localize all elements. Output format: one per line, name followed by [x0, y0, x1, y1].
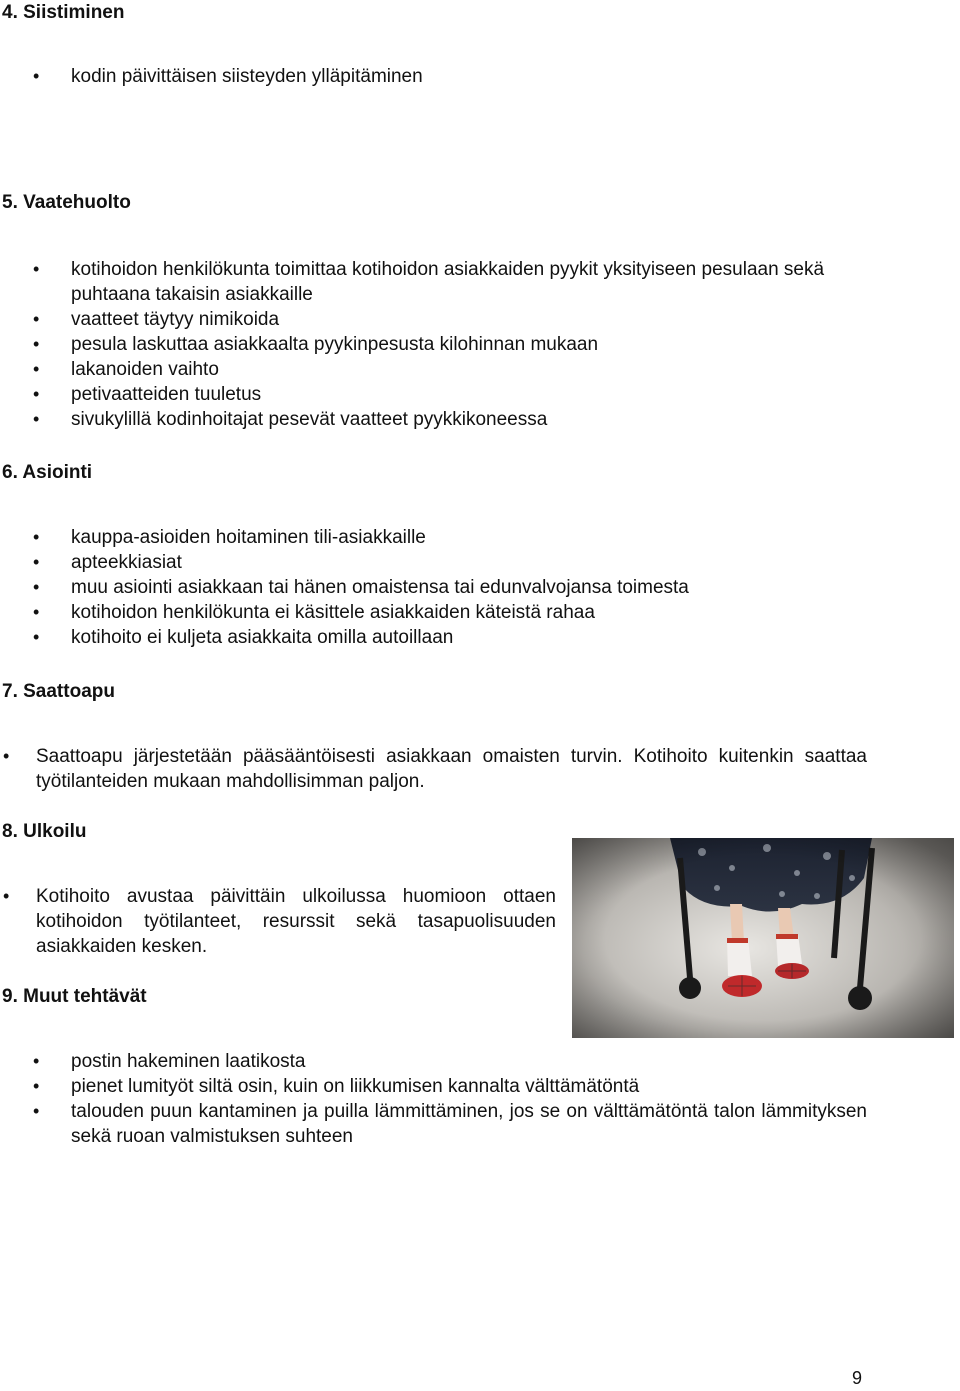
list-item: • talouden puun kantaminen ja puilla lämmittäminen, jos se on välttämätöntä talon lämmityksen sekä ruoan valmistuksen suhteen — [33, 1101, 867, 1147]
page-number: 9 — [852, 1368, 863, 1388]
photo-vignette — [572, 838, 954, 1038]
section-heading-asiointi: 6. Asiointi — [2, 462, 93, 483]
list-item: • Saattoapu järjestetään pääsääntöisesti asiakkaan omaisten turvin. Kotihoito kuitenkin saattaa työtilanteiden mukaan mahdollisimman paljon. — [3, 746, 867, 792]
list-item: • apteekkiasiat — [33, 552, 182, 573]
bullet-icon: • — [3, 746, 10, 766]
bullet-icon: • — [3, 886, 10, 906]
list-item: • pienet lumityöt siltä osin, kuin on liikkumisen kannalta välttämätöntä — [33, 1076, 640, 1097]
list-siistiminen — [0, 64, 900, 89]
bullet-icon: • — [33, 577, 40, 597]
list-item: • kauppa-asioiden hoitaminen tili-asiakkaille — [33, 527, 426, 548]
section-heading-siistiminen: 4. Siistiminen — [2, 2, 125, 23]
list-ulkoilu — [0, 884, 556, 959]
list-item: • kotihoidon henkilökunta ei käsittele asiakkaiden käteistä rahaa — [33, 602, 595, 623]
list-item: • sivukylillä kodinhoitajat pesevät vaatteet pyykkikoneessa — [33, 409, 548, 430]
bullet-icon: • — [33, 627, 40, 647]
bullet-icon: • — [33, 409, 40, 429]
list-vaatehuolto — [0, 257, 870, 432]
bullet-icon: • — [33, 1076, 40, 1096]
list-item: • Kotihoito avustaa päivittäin ulkoilussa huomioon ottaen kotihoidon työtilanteet, resurssit sekä tasapuolisuuden asiakkaiden kesken. — [3, 886, 556, 957]
list-item: • postin hakeminen laatikosta — [33, 1051, 306, 1072]
bullet-icon: • — [33, 309, 40, 329]
list-item: • muu asiointi asiakkaan tai hänen omaistensa tai edunvalvojansa toimesta — [33, 577, 689, 598]
section-heading-ulkoilu: 8. Ulkoilu — [2, 821, 87, 842]
bullet-icon: • — [33, 602, 40, 622]
list-saattoapu — [0, 744, 867, 794]
list-item: • kodin päivittäisen siisteyden ylläpitäminen — [33, 66, 423, 87]
section-heading-muut-tehtavat: 9. Muut tehtävät — [2, 986, 147, 1007]
list-item: • vaatteet täytyy nimikoida — [33, 309, 280, 330]
bullet-icon: • — [33, 66, 40, 86]
bullet-icon: • — [33, 259, 40, 279]
bullet-icon: • — [33, 1101, 40, 1121]
list-item: • petivaatteiden tuuletus — [33, 384, 262, 405]
bullet-icon: • — [33, 384, 40, 404]
bullet-icon: • — [33, 1051, 40, 1071]
elderly-walker-feet-photo — [572, 838, 954, 1038]
list-item: • lakanoiden vaihto — [33, 359, 219, 380]
list-item: • kotihoidon henkilökunta toimittaa kotihoidon asiakkaiden pyykit yksityiseen pesulaan sekä puhtaana takaisin asiakkaille — [33, 259, 825, 305]
list-asiointi — [0, 525, 900, 650]
list-item: • kotihoito ei kuljeta asiakkaita omilla autoillaan — [33, 627, 454, 648]
bullet-icon: • — [33, 334, 40, 354]
section-heading-vaatehuolto: 5. Vaatehuolto — [2, 192, 131, 213]
list-item: • pesula laskuttaa asiakkaalta pyykinpesusta kilohinnan mukaan — [33, 334, 599, 355]
bullet-icon: • — [33, 359, 40, 379]
bullet-icon: • — [33, 552, 40, 572]
bullet-icon: • — [33, 527, 40, 547]
list-muut-tehtavat — [0, 1049, 867, 1149]
section-heading-saattoapu: 7. Saattoapu — [2, 681, 115, 702]
